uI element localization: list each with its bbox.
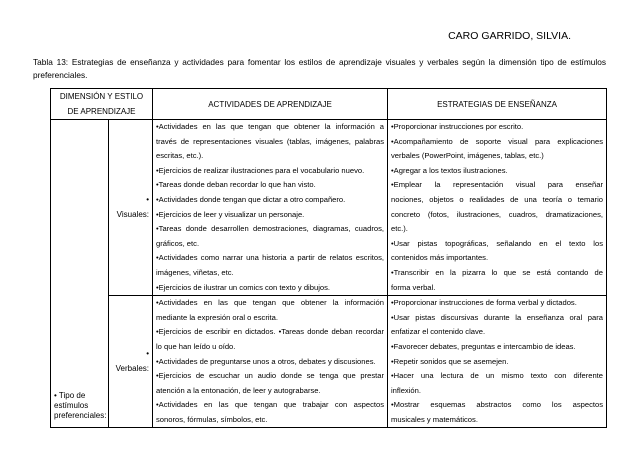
visual-activity-line: gráficos, etc. <box>156 238 200 248</box>
visual-activity-line: •Actividades como narrar una historia a partir de relatos escritos, <box>156 253 384 263</box>
verbal-strategies <box>388 296 607 428</box>
visual-strategy-line: nociones, objetos o realidades de una teoría o temario <box>391 194 603 204</box>
visual-activities <box>153 120 388 296</box>
visual-activity-line: escritas, etc.). <box>156 151 204 161</box>
verbal-strategy-line: •Usar pistas discursivas durante la enseñanza oral para <box>391 312 603 322</box>
visual-strategy-line: forma verbal. <box>391 282 436 292</box>
visual-strategy-line: verbales (PowerPoint, imágenes, tablas, etc.) <box>391 151 544 161</box>
dimension-cell: • Tipo de estímulos preferenciales: <box>51 120 109 428</box>
visual-activity-line: imágenes, viñetas, etc. <box>156 267 234 277</box>
verbal-strategy-line: •Hacer una lectura de un mismo texto con diferente <box>391 371 603 381</box>
visual-activity-line: •Actividades donde tengan que dictar a otro compañero. <box>156 194 346 204</box>
verbal-strategy-line: inflexión. <box>391 385 421 395</box>
verbal-label: • Verbales: <box>109 296 153 428</box>
header-dimension: DIMENSIÓN Y ESTILO DE APRENDIZAJE <box>51 89 153 120</box>
verbal-strategy-line: •Mostrar esquemas abstractos como los aspectos <box>391 400 603 410</box>
visual-strategy-line: •Agregar a los textos ilustraciones. <box>391 165 508 175</box>
visual-activity-line: •Tareas donde deban recordar lo que han visto. <box>156 180 316 190</box>
table-caption: Tabla 13: Estrategias de enseñanza y actividades para fomentar los estilos de aprendizaje visuales y verbales según la dimensión tipo de estímulos preferenciales. <box>33 57 606 80</box>
visual-strategy-line: •Transcribir en la pizarra lo que se está contando de <box>391 267 603 277</box>
visual-strategy-line: concreto (fotos, ilustraciones, cuadros, dramatizaciones, <box>391 209 603 219</box>
visual-strategy-line: •Usar pistas topográficas, señalando en el texto los <box>391 238 603 248</box>
verbal-activity-line: mediante la expresión oral o escrita. <box>156 312 278 322</box>
visual-strategy-line: •Acompañamiento de soporte visual para explicaciones <box>391 136 603 146</box>
header-row <box>51 89 607 120</box>
verbal-activity-line: •Ejercicios de escuchar un audio donde se tenga que prestar <box>156 371 384 381</box>
visual-strategy-line: etc.). <box>391 224 408 234</box>
verbal-activity-line: sonoros, fórmulas, símbolos, etc. <box>156 414 268 424</box>
visual-strategy-line: contenidos más importantes. <box>391 253 489 263</box>
visual-row <box>51 120 607 296</box>
verbal-activity-line: •Actividades en las que tengan que obtener la información <box>156 298 384 308</box>
verbal-strategy-line: •Proporcionar instrucciones de forma verbal y dictados. <box>391 298 577 308</box>
visual-activity-line: •Tareas donde desarrollen demostraciones, diagramas, cuadros, <box>156 224 384 234</box>
header-strategies: ESTRATEGIAS DE ENSEÑANZA <box>388 89 607 120</box>
visual-label: • Visuales: <box>109 120 153 296</box>
header-activities: ACTIVIDADES DE APRENDIZAJE <box>153 89 388 120</box>
visual-activity-line: •Actividades en las que tengan que obtener la información a <box>156 122 384 131</box>
verbal-strategy-line: enfatizar el contenido clave. <box>391 327 486 337</box>
verbal-activity-line: atención a la entonación, de leer y autograbarse. <box>156 385 321 395</box>
visual-activity-line: •Ejercicios de realizar ilustraciones para el vocabulario nuevo. <box>156 165 365 175</box>
verbal-activities <box>153 296 388 428</box>
author-name: CARO GARRIDO, SILVIA. <box>448 30 571 42</box>
visual-strategy-line: •Emplear la representación visual para enseñar <box>391 180 603 190</box>
verbal-activity-line: •Actividades en las que tengan que trabajar con aspectos <box>156 400 384 410</box>
verbal-activity-line: lo que han leído u oído. <box>156 341 236 351</box>
visual-activity-line: través de representaciones visuales (tablas, imágenes, palabras <box>156 136 384 146</box>
verbal-activity-line: •Ejercicios de escribir en dictados. •Tareas donde deban recordar <box>156 327 384 337</box>
verbal-strategy-line: musicales y matemáticos. <box>391 414 478 424</box>
verbal-row <box>51 296 607 428</box>
visual-activity-line: •Ejercicios de leer y visualizar un personaje. <box>156 209 305 219</box>
visual-strategy-line: •Proporcionar instrucciones por escrito. <box>391 122 524 131</box>
verbal-activity-line: •Actividades de preguntarse unos a otros, debates y discusiones. <box>156 356 376 366</box>
verbal-strategy-line: •Repetir sonidos que se asemejen. <box>391 356 509 366</box>
visual-activity-line: •Ejercicios de ilustrar un comics con texto y dibujos. <box>156 282 331 292</box>
verbal-strategy-line: •Favorecer debates, preguntas e intercambio de ideas. <box>391 341 576 351</box>
visual-strategies <box>388 120 607 296</box>
strategies-table <box>50 88 607 428</box>
